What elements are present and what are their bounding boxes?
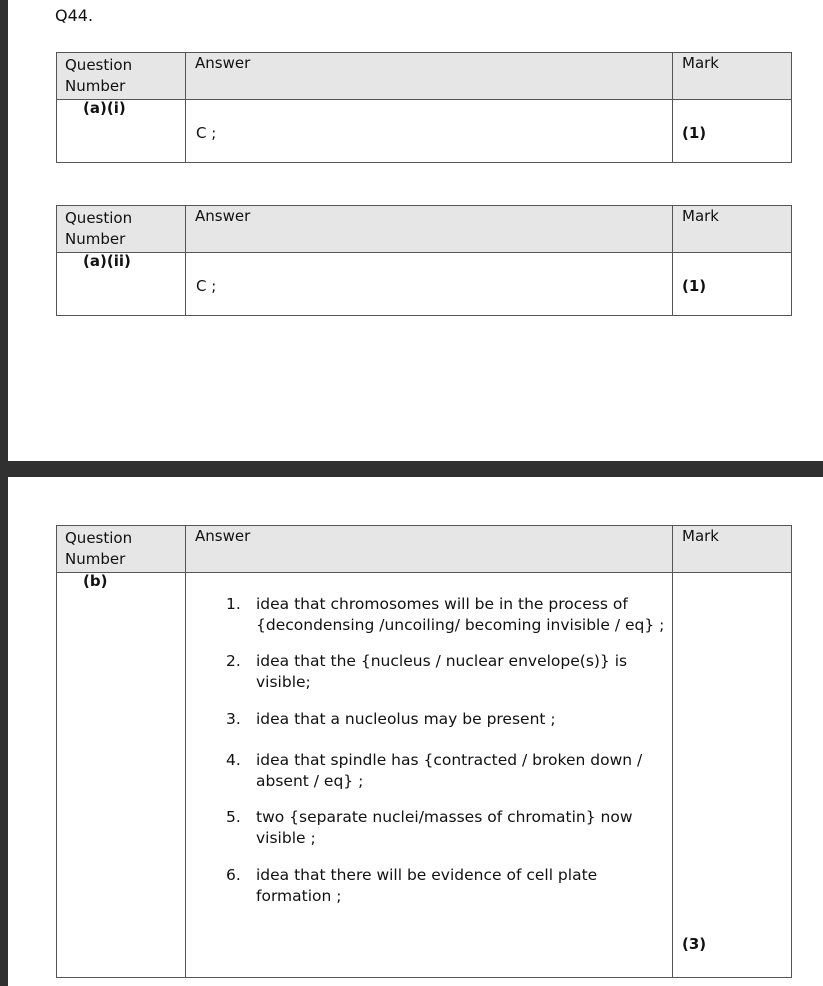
mark-scheme-table-a-ii bbox=[56, 205, 792, 316]
mark-cell bbox=[673, 100, 792, 163]
answer-point: 4. idea that spindle has {contracted / broken down / absent / eq} ; bbox=[226, 751, 643, 790]
header-question-number: Question Number bbox=[57, 53, 186, 100]
answer-value: C ; bbox=[196, 277, 217, 295]
answer-value: C ; bbox=[196, 124, 217, 142]
question-label: Q44. bbox=[55, 6, 94, 25]
question-number-cell bbox=[57, 573, 186, 978]
question-number: (a)(i) bbox=[83, 99, 126, 117]
table-header-row bbox=[57, 206, 792, 253]
left-scrollbar-edge bbox=[0, 0, 8, 986]
table-row bbox=[57, 253, 792, 316]
question-number-cell bbox=[57, 100, 186, 163]
answer-point-list bbox=[186, 594, 672, 907]
mark-value: (1) bbox=[682, 124, 707, 142]
table-header-row bbox=[57, 53, 792, 100]
header-mark: Mark bbox=[673, 53, 792, 100]
answer-point: 1. idea that chromosomes will be in the process of {decondensing /uncoiling/ becoming invisible / eq} ; bbox=[226, 595, 665, 634]
header-answer: Answer bbox=[186, 206, 673, 253]
header-mark: Mark bbox=[673, 526, 792, 573]
header-mark: Mark bbox=[673, 206, 792, 253]
answer-point: 5. two {separate nuclei/masses of chromatin} now visible ; bbox=[226, 808, 633, 847]
mark-scheme-table-b bbox=[56, 525, 792, 978]
answer-point: 2. idea that the {nucleus / nuclear envelope(s)} is visible; bbox=[226, 652, 628, 691]
question-number: (b) bbox=[83, 572, 108, 590]
header-answer: Answer bbox=[186, 53, 673, 100]
header-question-number: Question Number bbox=[57, 526, 186, 573]
question-number: (a)(ii) bbox=[83, 252, 131, 270]
mark-value: (1) bbox=[682, 277, 707, 295]
mark-scheme-table-a-i bbox=[56, 52, 792, 163]
mark-value: (3) bbox=[682, 935, 707, 953]
answer-point: 6. idea that there will be evidence of cell plate formation ; bbox=[226, 866, 598, 905]
table-header-row bbox=[57, 526, 792, 573]
answer-cell bbox=[186, 100, 673, 163]
mark-cell bbox=[673, 253, 792, 316]
table-row bbox=[57, 100, 792, 163]
question-number-cell bbox=[57, 253, 186, 316]
table-row bbox=[57, 573, 792, 978]
header-question-number: Question Number bbox=[57, 206, 186, 253]
mark-cell bbox=[673, 573, 792, 978]
answer-cell bbox=[186, 573, 673, 978]
answer-cell bbox=[186, 253, 673, 316]
answer-point: 3. idea that a nucleolus may be present ; bbox=[226, 710, 556, 728]
header-answer: Answer bbox=[186, 526, 673, 573]
page-separator bbox=[0, 461, 823, 477]
